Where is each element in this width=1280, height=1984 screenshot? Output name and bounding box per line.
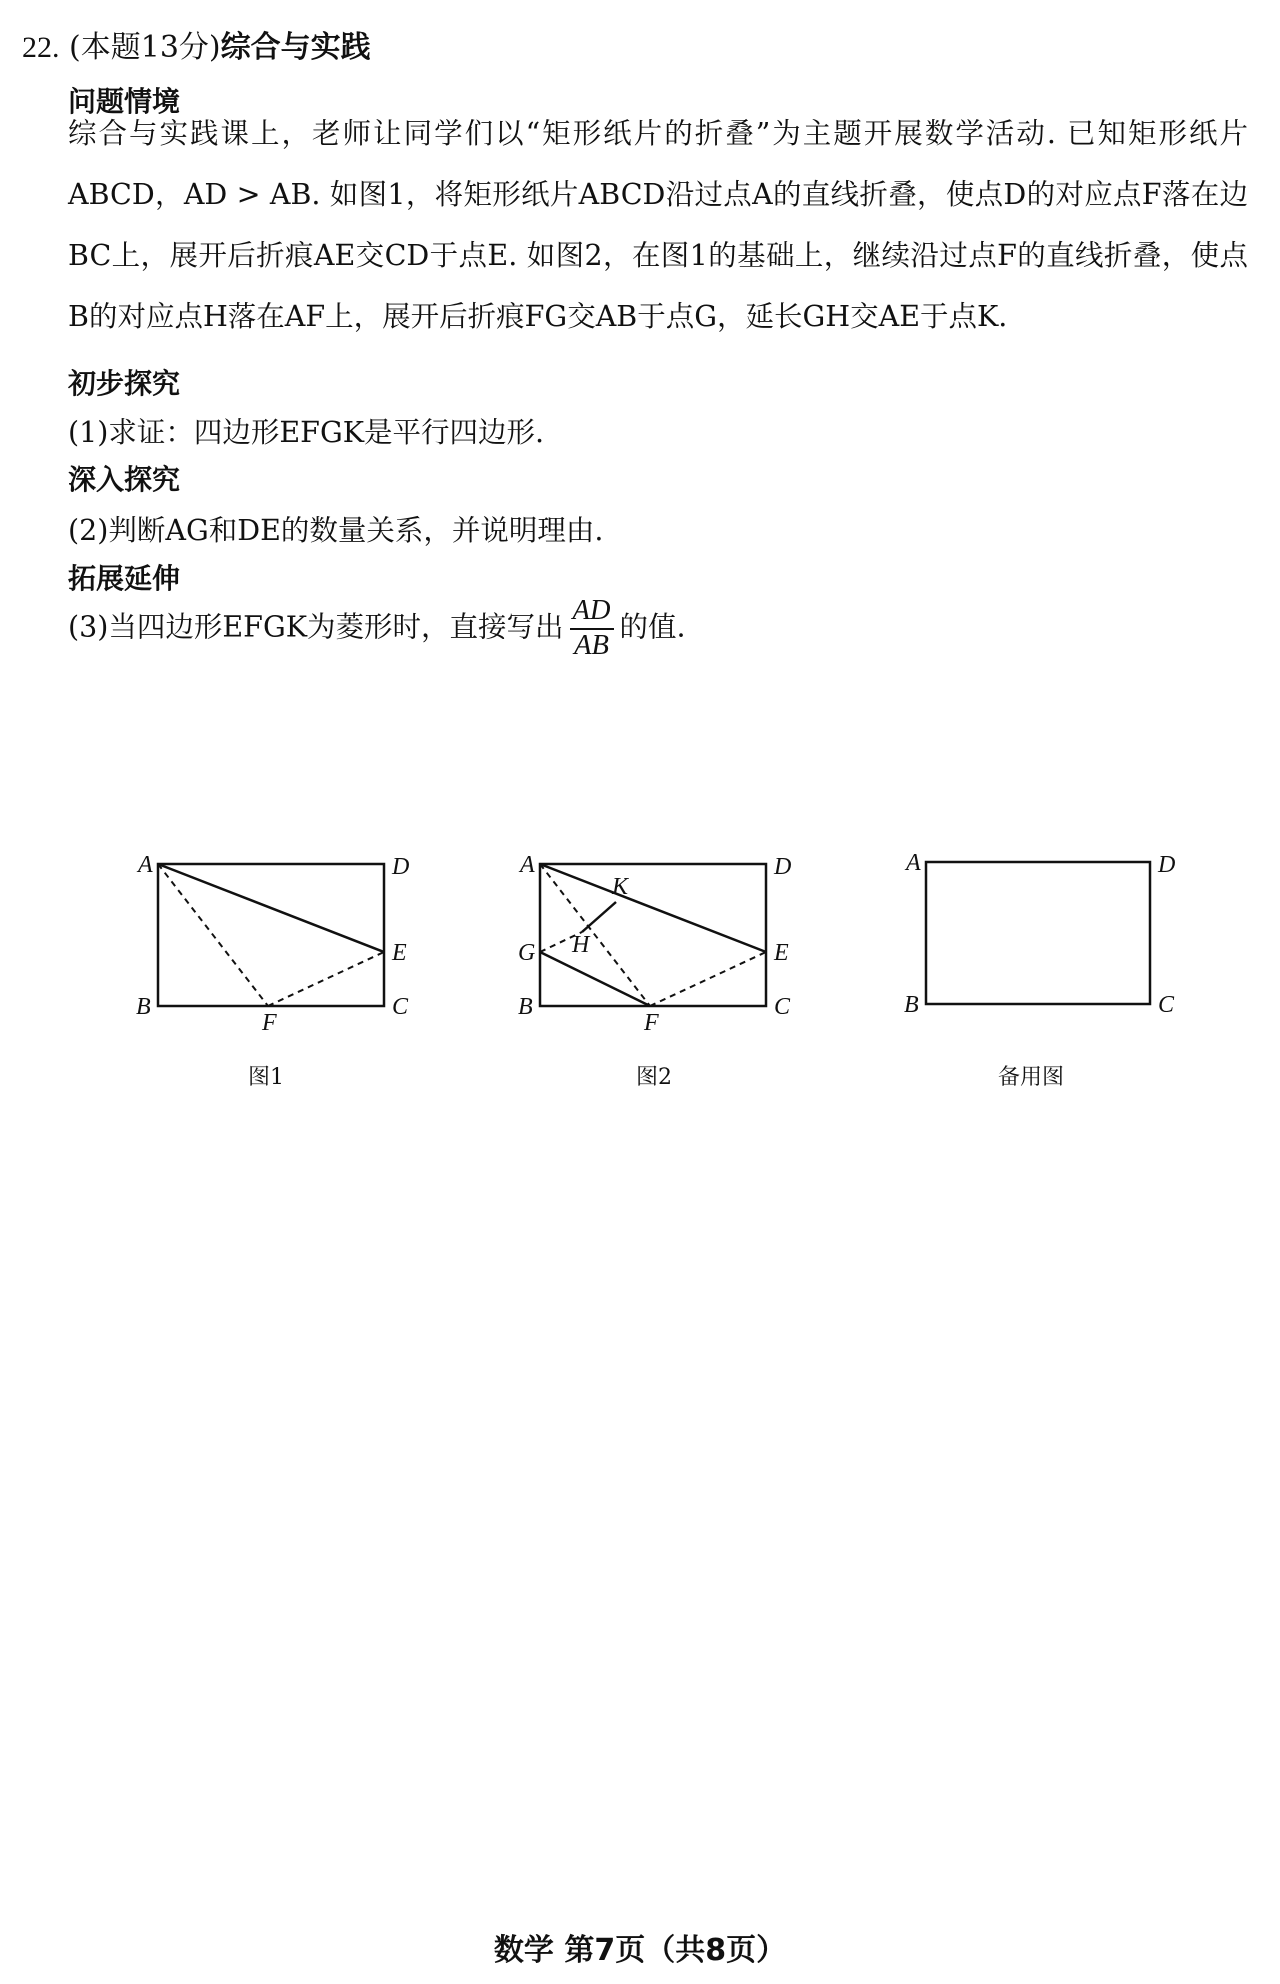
label-a: A [138, 852, 153, 878]
label-k: K [612, 874, 629, 900]
question-header [22, 22, 371, 66]
question-part-2: (2)判断AG和DE的数量关系，并说明理由. [68, 514, 604, 547]
figure-2-caption: 图2 [636, 1065, 672, 1090]
question-part-3 [68, 595, 686, 663]
fraction-denominator: AB [574, 629, 609, 661]
label-a: A [906, 850, 921, 876]
label-b: B [518, 994, 533, 1020]
label-f: F [644, 1010, 659, 1030]
figure-2 [512, 850, 812, 1030]
section-title-context: 问题情境 [68, 85, 181, 118]
crease-fg [540, 952, 650, 1006]
ratio-fraction [570, 595, 614, 663]
question-score: (本题13分) [69, 30, 221, 65]
label-d: D [774, 854, 792, 880]
label-c: C [774, 994, 791, 1020]
label-e: E [392, 940, 407, 966]
fold-line-fe [650, 952, 766, 1006]
label-g: G [518, 940, 536, 966]
question-number: 22. [22, 31, 60, 64]
page-footer: 数学 第7页（共8页） [493, 1933, 787, 1968]
spare-figure [900, 850, 1200, 1030]
label-b: B [136, 994, 151, 1020]
label-f: F [262, 1010, 277, 1030]
spare-figure-caption: 备用图 [998, 1065, 1065, 1090]
label-d: D [392, 854, 410, 880]
label-e: E [774, 940, 789, 966]
label-a: A [520, 852, 535, 878]
section-title-explore1: 初步探究 [68, 367, 181, 400]
segment-hk [582, 902, 616, 932]
figure-1 [130, 850, 430, 1030]
rectangle-abcd [158, 864, 384, 1006]
label-c: C [392, 994, 409, 1020]
q3-suffix: 的值. [619, 610, 686, 644]
rectangle-abcd [926, 862, 1150, 1004]
section-title-explore2: 深入探究 [68, 463, 181, 496]
question-type: 综合与实践 [220, 30, 371, 65]
fraction-numerator: AD [570, 595, 614, 630]
label-h: H [572, 932, 590, 958]
figure-1-caption: 图1 [248, 1065, 284, 1090]
fold-line-fe [268, 952, 384, 1006]
label-b: B [904, 992, 919, 1018]
q3-prefix: (3)当四边形EFGK为菱形时，直接写出 [68, 610, 564, 644]
label-d: D [1158, 852, 1176, 878]
section-title-extend: 拓展延伸 [68, 562, 181, 595]
question-part-1: (1)求证：四边形EFGK是平行四边形. [68, 416, 545, 449]
context-paragraph: 综合与实践课上，老师让同学们以“矩形纸片的折叠”为主题开展数学活动. 已知矩形纸片ABCD，AD > AB. 如图1，将矩形纸片ABCD沿过点A的直线折叠，使点D的对应点F落在边BC上，展开后折痕AE交CD于点E. 如图2，在图1的基础上，继续沿过点F的直线折叠，使点B的对应点H落在AF上，展开后折痕FG交AB于点G，延长GH交AE于点K. [68, 117, 1248, 333]
label-c: C [1158, 992, 1175, 1018]
